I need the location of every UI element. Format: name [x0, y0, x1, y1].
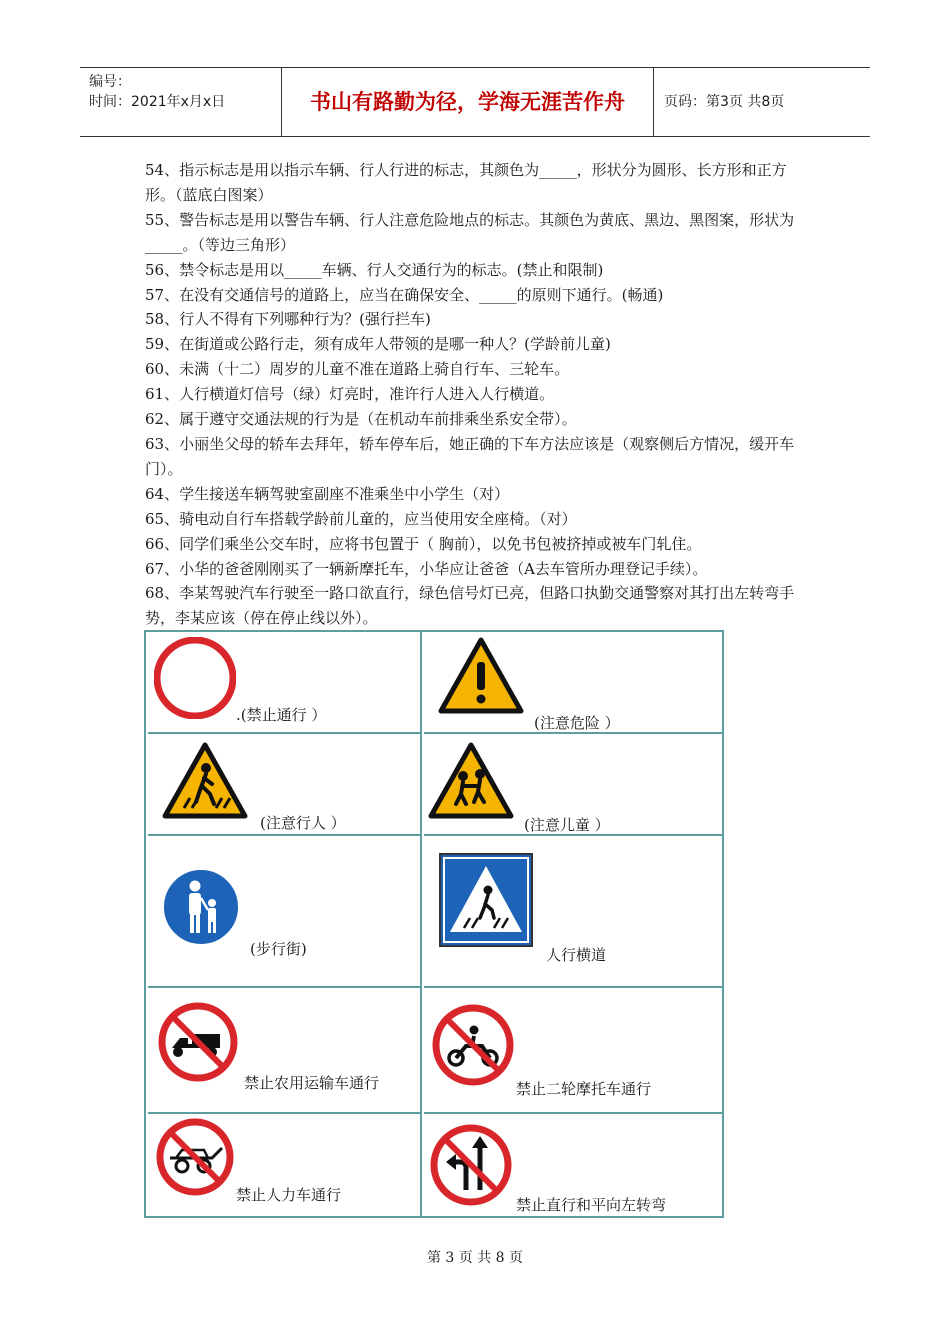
- sign-cell-no-entry: [148, 632, 422, 734]
- no-motorcycle-icon: [432, 1004, 514, 1086]
- sign-cell-no-farm-vehicle: [148, 988, 422, 1114]
- no-farm-vehicle-icon: [158, 1002, 238, 1082]
- question-item: 59、在街道或公路行走，须有成年人带领的是哪一种人？(学龄前儿童): [145, 335, 611, 354]
- question-item: 65、骑电动自行车搭载学龄前儿童的，应当使用安全座椅。（对）: [145, 509, 577, 528]
- pedestrian-street-icon: [160, 866, 242, 948]
- page-header: [80, 67, 870, 137]
- no-entry-icon: [154, 637, 236, 719]
- sign-caption: .(禁止通行 ）: [236, 706, 327, 724]
- question-item: 60、未满（十二）周岁的儿童不准在道路上骑自行车、三轮车。: [145, 360, 570, 379]
- sign-cell-no-handcart: [148, 1114, 422, 1216]
- danger-warning-icon: [438, 637, 524, 715]
- header-motto: 书山有路勤为径，学海无涯苦作舟: [282, 68, 654, 136]
- sign-caption: 人行横道: [546, 946, 607, 964]
- sign-cell-pedestrian-street: [148, 836, 422, 988]
- document-number-label: 编号：: [89, 74, 131, 90]
- question-item: 55、警告标志是用以警告车辆、行人注意危险地点的标志。其颜色为黄底、黑边、黑图案，形状为_____。（等边三角形）: [145, 210, 795, 254]
- no-straight-or-left-turn-icon: [430, 1124, 512, 1206]
- document-date-label: 时间：2021年x月x日: [89, 94, 226, 110]
- crosswalk-icon: [438, 852, 534, 948]
- sign-caption: 禁止二轮摩托车通行: [516, 1080, 652, 1098]
- pedestrian-warning-icon: [162, 742, 248, 820]
- header-page-label: 页码：第3页 共8页: [664, 94, 785, 110]
- sign-caption: (注意儿童 ）: [524, 816, 610, 834]
- sign-caption: 禁止直行和平向左转弯: [516, 1196, 667, 1214]
- sign-cell-danger-warning: [424, 632, 722, 734]
- question-item: 68、李某驾驶汽车行驶至一路口欲直行，绿色信号灯已亮，但路口执勤交通警察对其打出左转弯手势，李某应该（停在停止线以外）。: [145, 584, 795, 628]
- sign-caption: (注意行人 ）: [260, 814, 346, 832]
- question-item: 66、同学们乘坐公交车时，应将书包置于（ 胸前），以免书包被挤掉或被车门轧住。: [145, 534, 702, 553]
- sign-cell-no-motorcycle: [424, 988, 722, 1114]
- question-item: 54、指示标志是用以指示车辆、行人行进的标志，其颜色为_____，形状分为圆形、长方形和正方形。（蓝底白图案）: [145, 161, 787, 204]
- sign-cell-pedestrian-warning: [148, 734, 422, 836]
- sign-caption: (注意危险 ）: [534, 714, 620, 732]
- question-item: 67、小华的爸爸刚刚买了一辆新摩托车，小华应让爸爸（A去车管所办理登记手续）。: [145, 559, 708, 578]
- sign-caption: 禁止人力车通行: [236, 1186, 342, 1204]
- question-item: 63、小丽坐父母的轿车去拜年，轿车停车后，她正确的下车方法应该是（观察侧后方情况，缓开车门）。: [145, 434, 795, 478]
- question-item: 57、在没有交通信号的道路上，应当在确保安全、_____的原则下通行。(畅通): [145, 285, 664, 304]
- sign-cell-children-warning: [424, 734, 722, 836]
- sign-caption: (步行街): [250, 940, 307, 958]
- sign-cell-crosswalk: [424, 836, 722, 988]
- page-footer: 第 3 页 共 8 页: [426, 1250, 524, 1266]
- question-item: 61、人行横道灯信号（绿）灯亮时，准许行人进入人行横道。: [145, 385, 555, 404]
- sign-cell-no-straight-or-left-turn: [424, 1114, 722, 1216]
- question-item: 56、禁令标志是用以_____车辆、行人交通行为的标志。(禁止和限制): [145, 260, 604, 279]
- header-meta: [80, 68, 282, 136]
- sign-caption: 禁止农用运输车通行: [244, 1074, 380, 1092]
- children-warning-icon: [428, 742, 514, 820]
- traffic-sign-table: [144, 630, 724, 1218]
- question-item: 62、属于遵守交通法规的行为是（在机动车前排乘坐系安全带）。: [145, 410, 577, 429]
- question-list: [145, 158, 813, 631]
- no-handcart-icon: [156, 1118, 234, 1196]
- question-item: 58、行人不得有下列哪种行为？(强行拦车): [145, 310, 431, 329]
- question-item: 64、学生接送车辆驾驶室副座不准乘坐中小学生（对）: [145, 484, 510, 503]
